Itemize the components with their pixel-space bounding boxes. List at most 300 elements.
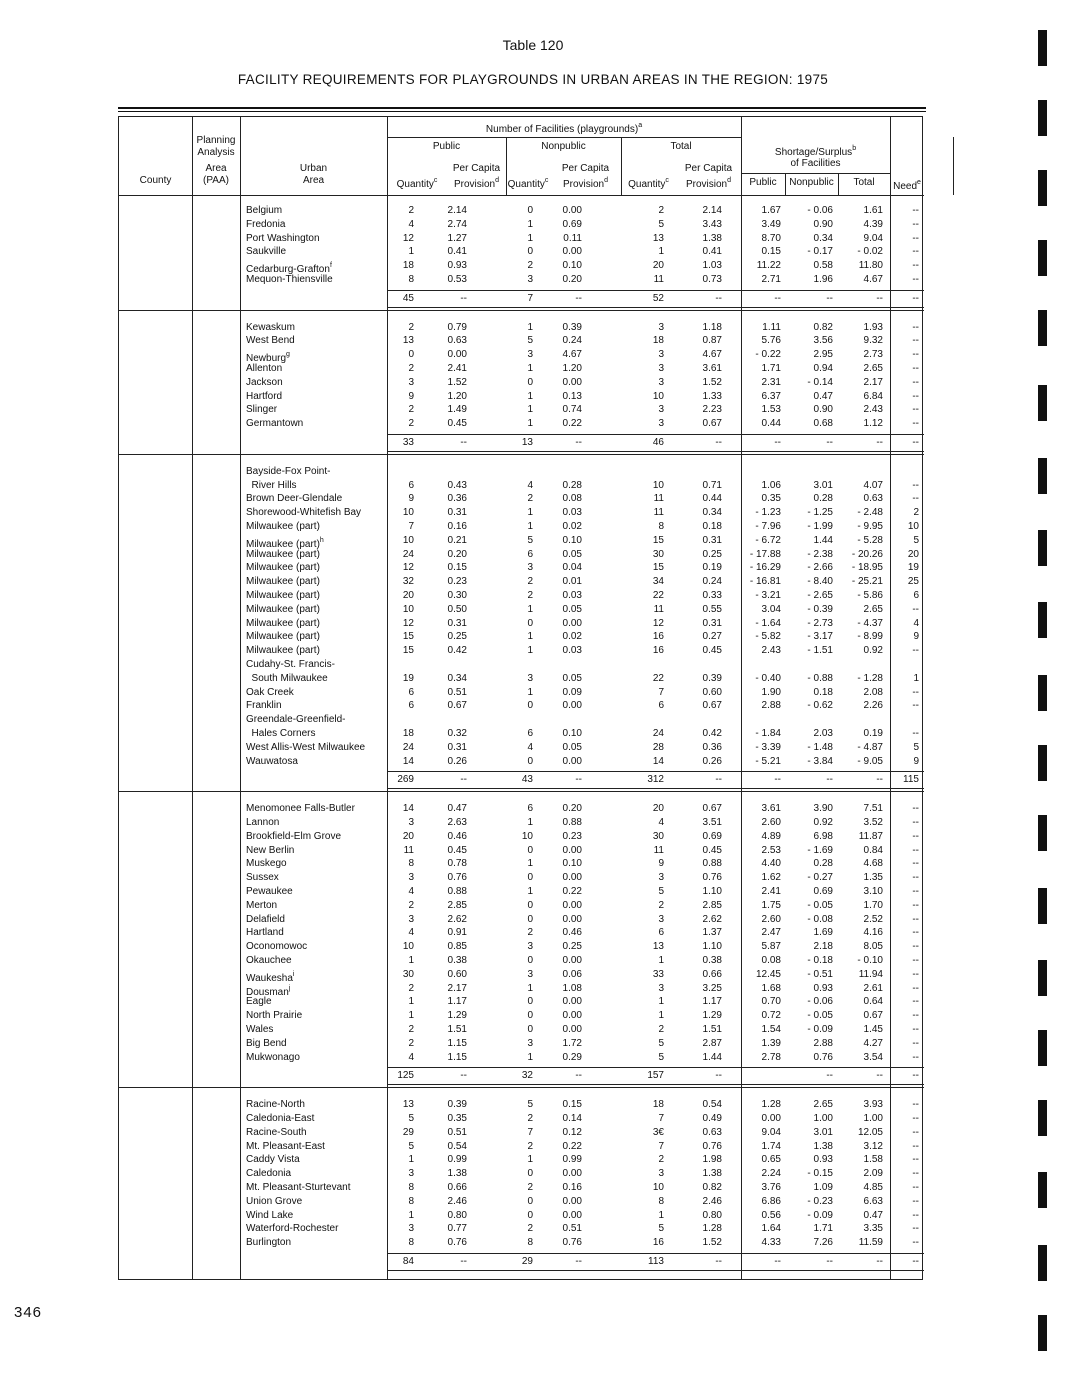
np-cell: 0.00 [562, 700, 582, 712]
sp-cell: 2.78 [761, 1051, 781, 1063]
pq-cell: 7 [408, 521, 414, 532]
totals-tq-cell: 113 [648, 1256, 664, 1267]
urban-area-name: Waterford-Rochester [246, 1223, 339, 1235]
pq-cell: 9 [408, 390, 414, 402]
pp-cell: 0.50 [447, 603, 467, 615]
tp-cell: 1.38 [702, 232, 722, 244]
urban-header-2: Area [302, 175, 325, 186]
urban-area-name: Mequon-Thiensville [246, 274, 333, 285]
quantity-header: Quantity$^c$ [628, 177, 669, 190]
nq-cell: 1 [527, 631, 533, 643]
st-cell: 0.67 [863, 1010, 883, 1022]
urban-area-name: Eagle [246, 996, 272, 1008]
need-cell: -- [912, 996, 919, 1008]
totals-pp-cell: -- [460, 1256, 467, 1267]
header-rule-thin [118, 111, 926, 112]
pq-cell: 8 [408, 1182, 414, 1193]
nq-cell: 8 [527, 1237, 533, 1249]
margin-mark [1038, 1172, 1047, 1208]
tp-cell: 1.98 [702, 1154, 722, 1166]
np-cell: 0.69 [562, 218, 582, 230]
st-cell: 3.54 [863, 1051, 883, 1063]
need-cell: -- [912, 686, 919, 698]
need-cell: -- [912, 830, 919, 842]
nq-cell: 3 [527, 274, 533, 285]
sn-cell: - 0.06 [807, 996, 833, 1008]
tp-cell: 0.33 [702, 590, 722, 601]
pq-cell: 0 [408, 349, 414, 361]
tp-cell: 1.18 [702, 321, 722, 333]
sn-cell: - 0.88 [807, 672, 833, 684]
margin-mark [1038, 100, 1047, 136]
need-cell: -- [912, 418, 919, 430]
nq-cell: 1 [527, 521, 533, 532]
pq-cell: 1 [408, 996, 414, 1008]
sn-cell: 1.44 [813, 534, 833, 546]
sn-cell: - 8.40 [807, 576, 833, 588]
tq-cell: 1 [658, 1010, 664, 1022]
sn-cell: - 1.69 [807, 844, 833, 856]
st-cell: 2.65 [863, 603, 883, 615]
tq-cell: 1 [658, 1209, 664, 1221]
pq-cell: 14 [402, 755, 414, 767]
tp-cell: 3.61 [702, 363, 722, 374]
urban-area-name: Franklin [246, 700, 282, 712]
pq-cell: 4 [408, 927, 414, 939]
sn-cell: 1.69 [813, 927, 833, 939]
pq-cell: 2 [408, 205, 414, 216]
need-cell: -- [912, 700, 919, 712]
sp-cell: - 3.39 [755, 741, 781, 753]
np-cell: 0.39 [562, 321, 582, 333]
pq-cell: 20 [402, 830, 414, 842]
nq-cell: 1 [527, 603, 533, 615]
tp-cell: 0.67 [702, 700, 722, 712]
totals-nq-cell: 43 [521, 774, 533, 786]
nq-cell: 1 [527, 1051, 533, 1063]
totals-tq-cell: 157 [647, 1070, 664, 1082]
st-cell: 2.17 [863, 376, 883, 388]
pp-cell: 0.51 [447, 1126, 467, 1138]
sn-cell: - 1.99 [807, 521, 833, 532]
need-cell: -- [912, 349, 919, 361]
pq-cell: 2 [408, 363, 414, 374]
tp-cell: 2.85 [702, 899, 722, 911]
sp-cell: 0.56 [761, 1209, 781, 1221]
sn-cell: - 1.25 [807, 507, 833, 519]
tq-cell: 30 [652, 830, 664, 842]
sp-cell: 2.60 [761, 817, 781, 828]
pq-cell: 2 [408, 321, 414, 333]
tp-cell: 0.38 [702, 955, 722, 966]
sp-cell: 4.89 [761, 830, 781, 842]
pq-cell: 6 [408, 700, 414, 712]
nq-cell: 1 [527, 418, 533, 430]
urban-area-name: Wauwatosa [246, 755, 298, 767]
st-cell: 4.68 [863, 858, 883, 870]
tq-cell: 34 [652, 576, 664, 588]
pp-cell: 0.30 [447, 590, 467, 601]
planning-header-4: (PAA) [203, 175, 229, 186]
urban-area-name: Slinger [246, 404, 278, 416]
sp-cell: 3.76 [761, 1182, 781, 1193]
need-cell: -- [912, 1037, 919, 1049]
urban-area-name: Okauchee [246, 955, 292, 966]
st-cell: - 25.21 [851, 576, 883, 588]
sp-cell: 2.31 [761, 376, 781, 388]
tp-cell: 1.10 [702, 941, 722, 953]
pp-cell: 0.93 [447, 260, 467, 272]
sn-cell: - 3.17 [807, 631, 833, 643]
np-cell: 0.00 [562, 1010, 582, 1022]
st-cell: 4.27 [863, 1037, 883, 1049]
tq-cell: 5 [658, 1051, 664, 1063]
pp-cell: 1.52 [447, 376, 467, 388]
pq-cell: 4 [408, 1051, 414, 1063]
urban-area-name: Milwaukee (part) [246, 548, 320, 560]
st-cell: 4.67 [863, 274, 883, 285]
urban-area-name: Brookfield-Elm Grove [246, 830, 342, 842]
tq-cell: 11 [653, 603, 664, 615]
urban-area-name: Wales [246, 1024, 274, 1035]
pp-cell: 1.51 [447, 1024, 467, 1035]
pq-cell: 12 [402, 562, 414, 574]
need-cell: -- [912, 941, 919, 953]
sn-cell: 3.56 [813, 335, 833, 347]
sn-cell: 0.90 [813, 218, 833, 230]
sp-cell: - 5.82 [755, 631, 781, 643]
tp-cell: 0.54 [702, 1099, 722, 1111]
tp-cell: 0.42 [702, 728, 722, 739]
sp-cell: - 1.64 [755, 617, 781, 629]
nq-cell: 1 [527, 886, 533, 897]
need-cell: -- [912, 260, 919, 272]
pq-cell: 5 [408, 1140, 414, 1152]
margin-mark [1038, 385, 1047, 421]
tq-cell: 3 [658, 913, 664, 925]
tq-cell: 22 [652, 672, 664, 684]
np-cell: 0.13 [562, 390, 582, 402]
tq-cell: 3 [658, 1168, 664, 1180]
tp-cell: 0.41 [702, 246, 722, 258]
sn-cell: - 0.08 [807, 913, 833, 925]
pp-cell: 0.76 [447, 872, 467, 884]
tp-cell: 0.76 [702, 872, 722, 884]
nq-cell: 1 [527, 404, 533, 416]
margin-mark [1038, 888, 1047, 924]
sn-cell: 2.95 [813, 349, 833, 361]
column-rule [240, 117, 241, 1279]
pq-cell: 2 [408, 1037, 414, 1049]
pp-cell: 1.20 [447, 390, 467, 402]
urban-area-name: Dousman [246, 986, 289, 998]
tq-cell: 15 [652, 534, 664, 546]
pq-cell: 5 [408, 1113, 414, 1124]
need-cell: 25 [907, 576, 919, 588]
urban-area-name: Merton [246, 899, 278, 911]
sn-cell: 0.28 [813, 493, 833, 505]
totals-pq-cell: 84 [402, 1256, 414, 1267]
tp-cell: 0.49 [702, 1113, 722, 1124]
sn-cell: 6.98 [813, 830, 833, 842]
tq-cell: 3€ [652, 1126, 664, 1138]
totals-sn-cell: -- [826, 1256, 833, 1267]
tp-cell: 0.67 [702, 418, 722, 430]
tq-cell: 9 [658, 858, 664, 870]
st-cell: - 4.37 [857, 617, 883, 629]
np-cell: 0.00 [562, 376, 582, 388]
totals-tp-cell: -- [715, 437, 722, 448]
totals-tp-cell: -- [715, 1256, 722, 1267]
need-cell: 2 [913, 507, 919, 519]
sn-cell: 3.01 [813, 479, 833, 491]
urban-area-name: Belgium [246, 205, 283, 216]
np-cell: 0.00 [562, 1209, 582, 1221]
pp-cell: 2.46 [447, 1195, 467, 1207]
nq-cell: 0 [527, 755, 533, 767]
st-cell: 1.00 [863, 1113, 883, 1124]
tp-cell: 1.52 [702, 376, 722, 388]
tq-cell: 3 [658, 982, 664, 994]
nq-cell: 3 [527, 672, 533, 684]
pq-cell: 11 [403, 844, 414, 856]
tq-cell: 33 [652, 968, 664, 980]
urban-area-name: Milwaukee (part) [246, 538, 320, 550]
header-rule [118, 107, 926, 109]
urban-area-name: Caledonia-East [246, 1113, 315, 1124]
nq-cell: 3 [527, 968, 533, 980]
sn-cell: - 1.48 [807, 741, 833, 753]
np-cell: 0.00 [562, 1168, 582, 1180]
sp-cell: 1.39 [761, 1037, 781, 1049]
sn-cell: 7.26 [813, 1237, 833, 1249]
totals-sn-cell: -- [826, 774, 833, 786]
tp-cell: 0.71 [702, 479, 722, 491]
pp-cell: 0.53 [447, 274, 467, 285]
pq-cell: 3 [408, 376, 414, 388]
sn-cell: 3.90 [813, 803, 833, 815]
sp-cell: 3.61 [761, 803, 781, 815]
sp-cell: - 7.96 [755, 521, 781, 532]
pp-cell: 1.27 [447, 232, 467, 244]
sn-cell: 1.38 [813, 1140, 833, 1152]
sn-cell: - 0.23 [807, 1195, 833, 1207]
sn-cell: - 0.51 [807, 968, 833, 980]
tq-cell: 4 [658, 817, 664, 828]
need-cell: -- [912, 1209, 919, 1221]
nq-cell: 0 [527, 844, 533, 856]
tq-cell: 28 [652, 741, 664, 753]
urban-area-name: Big Bend [246, 1037, 287, 1049]
sp-cell: 1.75 [761, 899, 781, 911]
tq-cell: 6 [658, 700, 664, 712]
margin-mark [1038, 960, 1047, 996]
totals-np-cell: -- [575, 1256, 582, 1267]
tp-cell: 3.43 [702, 218, 722, 230]
totals-st-cell: -- [876, 292, 883, 304]
urban-area-name: Lannon [246, 817, 280, 828]
tp-cell: 0.69 [702, 830, 722, 842]
tq-cell: 3 [658, 321, 664, 333]
pp-cell: 0.85 [447, 941, 467, 953]
pq-cell: 18 [402, 728, 414, 739]
urban-area-name: Milwaukee (part) [246, 590, 320, 601]
pp-cell: 0.38 [447, 955, 467, 966]
totals-np-cell: -- [575, 774, 582, 786]
np-cell: 0.05 [562, 672, 582, 684]
pp-cell: 0.63 [447, 335, 467, 347]
need-cell: -- [912, 1024, 919, 1035]
pp-cell: 0.36 [447, 493, 467, 505]
nq-cell: 1 [527, 817, 533, 828]
need-cell: -- [912, 1010, 919, 1022]
st-cell: 1.70 [863, 899, 883, 911]
nq-cell: 6 [527, 728, 533, 739]
totals-tp-cell: -- [715, 292, 722, 304]
sp-cell: - 16.81 [749, 576, 781, 588]
pp-cell: 0.88 [447, 886, 467, 897]
st-cell: 11.59 [858, 1237, 883, 1249]
sp-cell: 9.04 [761, 1126, 781, 1138]
need-cell: -- [912, 968, 919, 980]
tq-cell: 22 [652, 590, 664, 601]
sn-cell: 0.69 [813, 886, 833, 897]
urban-area-name: Oak Creek [246, 686, 294, 698]
totals-rule [387, 1270, 924, 1271]
nq-cell: 0 [527, 246, 533, 258]
sn-cell: 0.92 [813, 817, 833, 828]
sp-cell: 1.28 [761, 1099, 781, 1111]
shortage-surplus-header: Shortage/Surplus$^b$ [774, 145, 857, 158]
pp-cell: 0.34 [447, 672, 467, 684]
pp-cell: 0.23 [447, 576, 467, 588]
sn-cell: 0.28 [813, 858, 833, 870]
totals-sp-cell: -- [774, 437, 781, 448]
nq-cell: 0 [527, 1024, 533, 1035]
tp-cell: 0.31 [702, 534, 722, 546]
st-cell: 1.35 [863, 872, 883, 884]
sn-cell: - 0.09 [807, 1209, 833, 1221]
st-cell: 1.58 [863, 1154, 883, 1166]
st-cell: 6.84 [863, 390, 883, 402]
pp-cell: 0.42 [447, 645, 467, 657]
pp-cell: 0.51 [447, 686, 467, 698]
tq-cell: 11 [653, 844, 664, 856]
st-cell: 0.19 [863, 728, 883, 739]
totals-pq-cell: 33 [402, 437, 414, 448]
pq-cell: 2 [408, 404, 414, 416]
np-cell: 0.04 [562, 562, 582, 574]
urban-area-name: River Hills [246, 479, 297, 491]
pq-cell: 12 [402, 232, 414, 244]
np-cell: 0.00 [562, 955, 582, 966]
sn-cell: - 1.51 [807, 645, 833, 657]
pp-cell: 2.85 [447, 899, 467, 911]
totals-tq-cell: 52 [652, 292, 664, 304]
tq-cell: 3 [658, 872, 664, 884]
pq-cell: 9 [408, 493, 414, 505]
totals-need-cell: 115 [903, 774, 919, 786]
sn-cell: - 0.14 [807, 376, 833, 388]
sn-cell: - 0.15 [807, 1168, 833, 1180]
urban-area-name: West Bend [246, 335, 295, 347]
tq-cell: 2 [658, 899, 664, 911]
totals-nq-cell: 13 [521, 437, 533, 448]
st-cell: 6.63 [863, 1195, 883, 1207]
sn-cell: - 2.38 [807, 548, 833, 560]
tp-cell: 1.03 [702, 260, 722, 272]
sp-cell: 0.44 [761, 418, 781, 430]
pq-cell: 19 [402, 672, 414, 684]
nq-cell: 0 [527, 1010, 533, 1022]
sp-cell: 2.60 [761, 913, 781, 925]
urban-area-cell [246, 465, 386, 479]
pp-cell: 0.46 [447, 830, 467, 842]
st-cell: - 5.28 [857, 534, 883, 546]
pp-cell: 0.16 [447, 521, 467, 532]
pp-cell: 2.14 [447, 205, 467, 216]
pp-cell: 0.76 [447, 1237, 467, 1249]
pp-cell: 0.47 [447, 803, 467, 815]
pq-cell: 4 [408, 886, 414, 897]
np-cell: 0.03 [562, 645, 582, 657]
sn-cell: 0.82 [813, 321, 833, 333]
sp-cell: 1.62 [761, 872, 781, 884]
np-cell: 0.00 [562, 1024, 582, 1035]
sp-cell: 1.11 [762, 321, 781, 333]
sn-cell: - 0.62 [807, 700, 833, 712]
totals-rule [387, 1253, 924, 1254]
tq-cell: 7 [658, 686, 664, 698]
sn-cell: 0.90 [813, 404, 833, 416]
margin-mark [1038, 1100, 1047, 1136]
tq-cell: 16 [652, 631, 664, 643]
st-cell: 12.05 [857, 1126, 883, 1138]
totals-sn-cell: -- [826, 292, 833, 304]
margin-mark [1038, 1030, 1047, 1066]
tq-cell: 2 [658, 1154, 664, 1166]
column-rule [953, 137, 954, 195]
urban-area-name: Hartland [246, 927, 284, 939]
pp-cell: 0.54 [447, 1140, 467, 1152]
pq-cell: 20 [402, 590, 414, 601]
sn-cell: 0.68 [813, 418, 833, 430]
tp-cell: 0.45 [702, 645, 722, 657]
need-cell: -- [912, 886, 919, 897]
np-cell: 0.00 [562, 844, 582, 856]
pp-cell: 0.60 [447, 968, 467, 980]
nq-cell: 0 [527, 955, 533, 966]
need-cell: -- [912, 645, 919, 657]
np-cell: 0.20 [562, 274, 582, 285]
nq-cell: 2 [527, 493, 533, 505]
st-cell: 4.07 [863, 479, 883, 491]
need-cell: -- [912, 1154, 919, 1166]
urban-area-name: South Milwaukee [246, 672, 328, 684]
sn-cell: - 2.73 [807, 617, 833, 629]
tq-cell: 11 [653, 493, 664, 505]
tp-cell: 2.14 [702, 205, 722, 216]
np-cell: 0.76 [562, 1237, 582, 1249]
sn-cell: 2.03 [813, 728, 833, 739]
pq-cell: 2 [408, 899, 414, 911]
st-cell: 2.73 [863, 349, 883, 361]
np-cell: 0.23 [562, 830, 582, 842]
np-cell: 0.03 [562, 507, 582, 519]
total-header: Total [670, 141, 692, 152]
tq-cell: 8 [658, 521, 664, 532]
tp-cell: 1.10 [702, 886, 722, 897]
